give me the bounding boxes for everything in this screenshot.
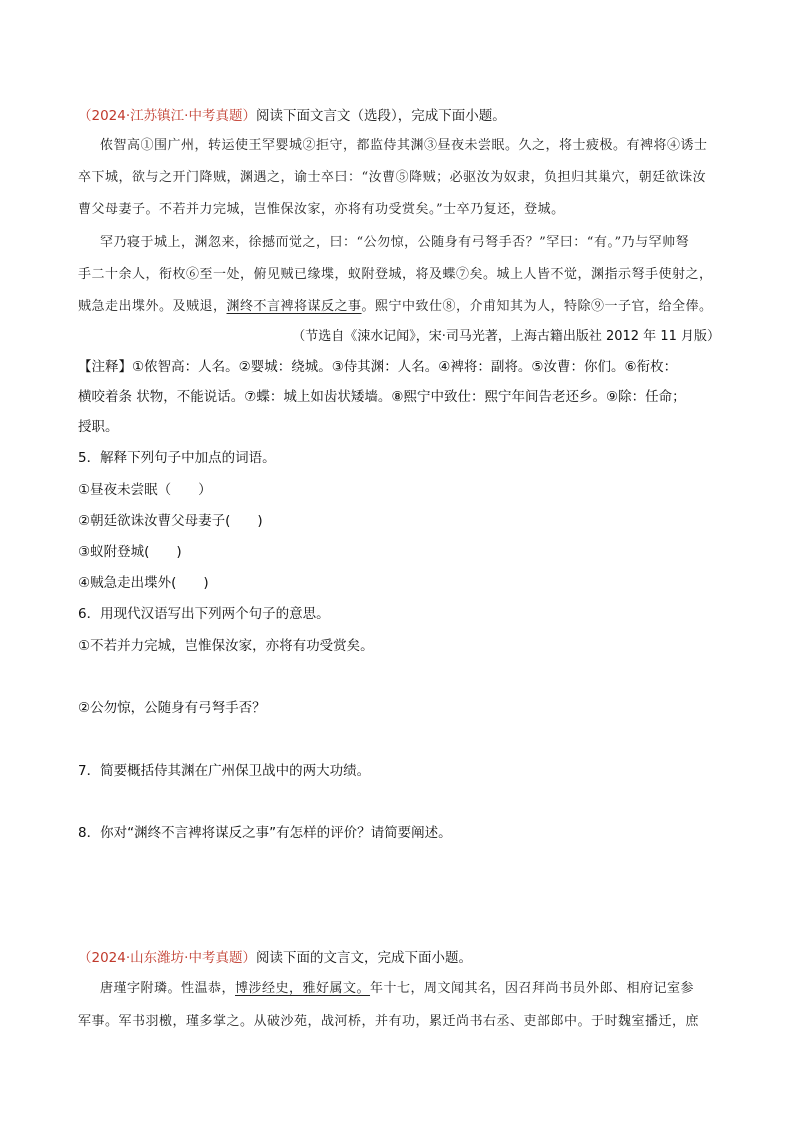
passage2-line-2: 手二十余人，衔枚⑥至一处，俯见贼已缘堞，蚁附登城，将及蝶⑦矣。城上人皆不觉，渊指示弩手使射之，: [78, 267, 713, 282]
notes-line-2: 横咬着条 状物，不能说话。⑦蝶：城上如齿状矮墙。⑧熙宁中致仕：熙宁年间告老还乡。⑨除：任命；: [78, 389, 686, 405]
question-5: 5．解释下列句子中加点的词语。: [78, 450, 276, 466]
question-6: 6．用现代汉语写出下列两个句子的意思。: [78, 606, 330, 622]
section2-intro: 阅读下面的文言文，完成下面小题。: [255, 950, 472, 966]
citation: （节选自《涑水记闻》，宋·司马光著，上海古籍出版社 2012 年 11 月版）: [292, 329, 720, 344]
notes-line-1: 【注释】①侬智高：人名。②婴城：绕城。③侍其渊：人名。④裨将：副将。⑤汝曹：你们。⑥衔枚：: [78, 359, 678, 375]
q5-item-2: ②朝廷欲诛汝曹父母妻子( ): [78, 513, 263, 529]
q5-item-3: ③蚁附登城( ): [78, 544, 182, 560]
section2-source: （2024·山东潍坊·中考真题）: [78, 950, 256, 966]
section1-source: （2024·江苏镇江·中考真题）: [78, 108, 256, 124]
passage1-line-2: 卒下城，欲与之开门降贼，渊遇之，谕士卒曰：“汝曹⑤降贼；必驱汝为奴隶，负担归其巢穴，朝廷欲诛汝: [78, 170, 707, 185]
section1-header: [78, 104, 506, 124]
passage3-text: 唐瑾字附璘。性温恭，: [100, 981, 236, 996]
underlined-phrase: 博涉经史，雅好属文。: [235, 981, 371, 996]
passage3-text-end: 年十七，周文闻其名，因召拜尚书员外郎、相府记室参: [370, 981, 695, 996]
notes-line-3: 授职。: [78, 419, 119, 435]
passage3-line-2: 军事。军书羽檄，瑾多掌之。从破沙苑，战河桥，并有功，累迁尚书右丞、吏部郎中。于时魏室播迁，庶: [78, 1014, 700, 1029]
passage3-line-1: [100, 977, 694, 996]
passage2-text-end: 。熙宁中致仕⑧，介甫知其为人，特除⑨一子官，给全俸。: [361, 299, 713, 314]
passage1-line-1: 侬智高①围广州，转运使王罕婴城②拒守，都监侍其渊③昼夜未尝眠。久之，将士疲极。有裨将④诱士: [100, 138, 708, 153]
passage1-line-3: 曹父母妻子。不若并力完城，岂惟保汝家，亦将有功受赏矣。”士卒乃复还，登城。: [78, 202, 565, 217]
q5-item-4: ④贼急走出堞外( ): [78, 575, 209, 591]
question-8: 8．你对“渊终不言裨将谋反之事”有怎样的评价？请简要阐述。: [78, 825, 452, 841]
section2-header: [78, 946, 472, 966]
section1-intro: 阅读下面文言文（选段），完成下面小题。: [255, 108, 506, 124]
q6-item-1: ①不若并力完城，岂惟保汝家，亦将有功受赏矣。: [78, 638, 374, 654]
passage2-line-1: 罕乃寝于城上，渊忽来，徐撼而觉之，曰：“公勿惊，公随身有弓弩手否？”罕曰：“有。”乃与罕帅弩: [100, 235, 690, 250]
passage2-line-3: [78, 295, 713, 314]
question-7: 7．简要概括侍其渊在广州保卫战中的两大功绩。: [78, 763, 371, 779]
q5-item-1: ①昼夜未尝眠（ ）: [78, 482, 212, 498]
passage2-text: 贼急走出堞外。及贼退，: [78, 299, 227, 314]
underlined-sentence: 渊终不言裨将谋反之事: [226, 299, 362, 314]
q6-item-2: ②公勿惊，公随身有弓弩手否？: [78, 700, 266, 716]
